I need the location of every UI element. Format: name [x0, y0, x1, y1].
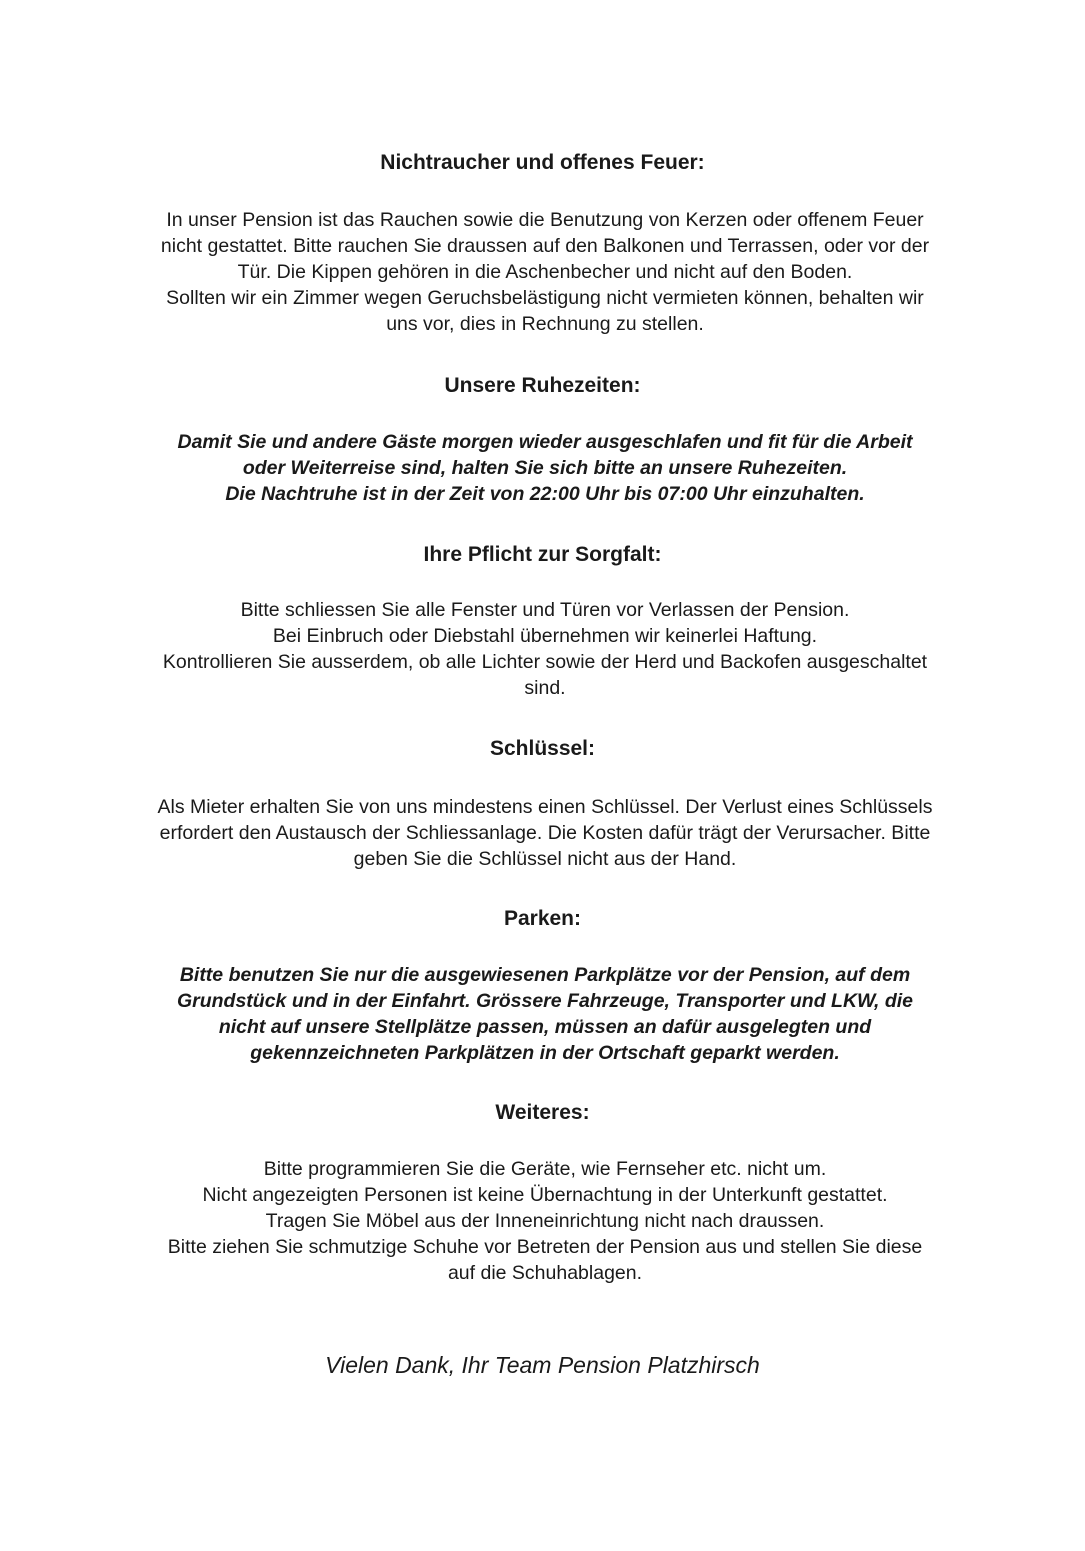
heading-weiteres: Weiteres:: [495, 1101, 590, 1124]
text-line: nicht auf unsere Stellplätze passen, müssen an dafür ausgelegten und: [218, 1016, 872, 1038]
text-line: sind.: [524, 677, 566, 699]
text-line: Bitte schliessen Sie alle Fenster und Türen vor Verlassen der Pension.: [240, 599, 850, 621]
paragraph-ruhezeiten: [100, 429, 990, 507]
text-line: gekennzeichneten Parkplätzen in der Ortschaft geparkt werden.: [250, 1042, 840, 1064]
closing-signature: Vielen Dank, Ihr Team Pension Platzhirsch: [325, 1352, 760, 1378]
text-line: Tragen Sie Möbel aus der Inneneinrichtung nicht nach draussen.: [265, 1210, 825, 1232]
paragraph-schluessel: [95, 794, 995, 872]
paragraph-parken: [100, 962, 990, 1066]
paragraph-nichtraucher: [100, 207, 990, 337]
text-line: Tür. Die Kippen gehören in die Aschenbecher und nicht auf den Boden.: [237, 261, 853, 283]
heading-nichtraucher: Nichtraucher und offenes Feuer:: [380, 151, 705, 174]
text-line: oder Weiterreise sind, halten Sie sich bitte an unsere Ruhezeiten.: [242, 457, 848, 479]
text-line: auf die Schuhablagen.: [447, 1262, 643, 1284]
paragraph-weiteres: [100, 1156, 990, 1286]
text-line: uns vor, dies in Rechnung zu stellen.: [386, 313, 704, 335]
text-line: Damit Sie und andere Gäste morgen wieder ausgeschlafen und fit für die Arbeit: [177, 431, 913, 453]
text-line: Bitte benutzen Sie nur die ausgewiesenen Parkplätze vor der Pension, auf dem: [179, 964, 911, 986]
text-line: Die Nachtruhe ist in der Zeit von 22:00 Uhr bis 07:00 Uhr einzuhalten.: [225, 483, 865, 505]
heading-parken: Parken:: [503, 907, 582, 930]
text-line: Bei Einbruch oder Diebstahl übernehmen wir keinerlei Haftung.: [272, 625, 818, 647]
text-line: Grundstück und in der Einfahrt. Grössere Fahrzeuge, Transporter und LKW, die: [176, 990, 914, 1012]
text-line: Kontrollieren Sie ausserdem, ob alle Lichter sowie der Herd und Backofen ausgeschaltet: [162, 651, 928, 673]
heading-sorgfalt: Ihre Pflicht zur Sorgfalt:: [423, 543, 662, 566]
text-line: Als Mieter erhalten Sie von uns mindestens einen Schlüssel. Der Verlust eines Schlüssels: [157, 796, 933, 818]
text-line: In unser Pension ist das Rauchen sowie die Benutzung von Kerzen oder offenem Feuer: [166, 209, 924, 231]
text-line: Bitte ziehen Sie schmutzige Schuhe vor Betreten der Pension aus und stellen Sie diese: [167, 1236, 923, 1258]
text-line: Sollten wir ein Zimmer wegen Geruchsbelästigung nicht vermieten können, behalten wir: [166, 287, 924, 309]
heading-schluessel: Schlüssel:: [489, 737, 596, 760]
text-line: nicht gestattet. Bitte rauchen Sie draussen auf den Balkonen und Terrassen, oder vor der: [160, 235, 930, 257]
text-line: geben Sie die Schlüssel nicht aus der Hand.: [353, 848, 737, 870]
text-line: Bitte programmieren Sie die Geräte, wie Fernseher etc. nicht um.: [263, 1158, 827, 1180]
text-line: erfordert den Austausch der Schliessanlage. Die Kosten dafür trägt der Verursacher. Bitte: [159, 822, 931, 844]
heading-ruhezeiten: Unsere Ruhezeiten:: [444, 374, 641, 397]
text-line: Nicht angezeigten Personen ist keine Übernachtung in der Unterkunft gestattet.: [202, 1184, 888, 1206]
paragraph-sorgfalt: [100, 597, 990, 701]
